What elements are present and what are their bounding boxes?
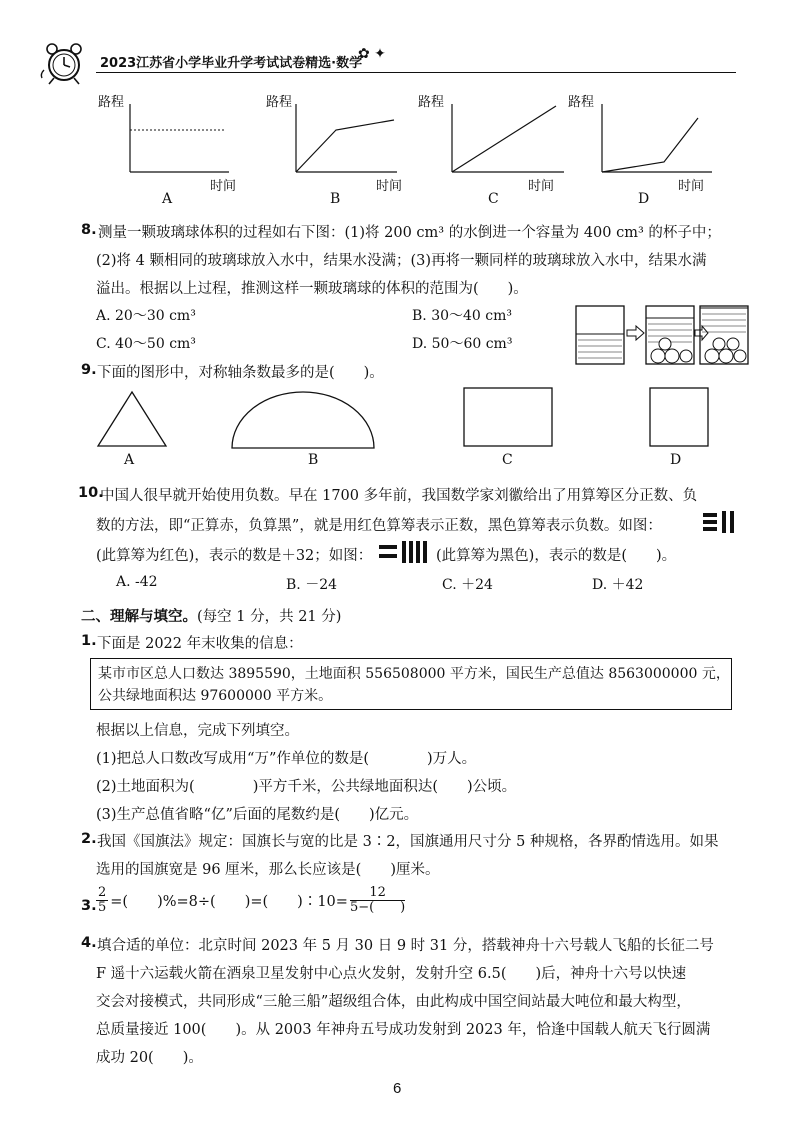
q10-option-c: C. ＋24 xyxy=(442,577,493,593)
q8-line1: 测量一颗玻璃球体积的过程如右下图：(1)将 200 cm³ 的水倒进一个容量为 400 cm³ 的杯子中； xyxy=(98,225,721,241)
graph-b-xlabel: 时间 xyxy=(376,179,403,194)
q9-square xyxy=(648,386,714,454)
counting-rods-black xyxy=(378,540,434,568)
q10-line3a: (此算筹为红色)，表示的数是＋32；如图： xyxy=(96,548,373,564)
graph-d-label: D xyxy=(638,191,650,207)
s2q2-number: 2. xyxy=(81,831,97,847)
q8-option-a: A. 20～30 cm³ xyxy=(96,308,196,324)
q9-triangle xyxy=(94,388,170,454)
alarm-clock-icon xyxy=(38,40,90,90)
q9-label-a: A xyxy=(124,452,135,468)
star-decoration-icon: ✿ ✦ xyxy=(358,46,386,62)
s2q1-number: 1. xyxy=(81,633,97,649)
section2-heading xyxy=(81,605,341,626)
q9-label-b: B xyxy=(308,452,319,468)
s2q3-number: 3. xyxy=(81,898,97,914)
q8-option-d: D. 50～60 cm³ xyxy=(412,336,513,352)
q8-option-b: B. 30～40 cm³ xyxy=(412,308,512,324)
s2q3-frac1-den: 5 xyxy=(98,899,107,915)
s2q1-item3: (3)生产总值省略“亿”后面的尾数约是( )亿元。 xyxy=(96,807,419,823)
s2q3-frac2-den: 5−( ) xyxy=(349,899,406,915)
counting-rods-red xyxy=(702,510,742,538)
q10-line3b: (此算筹为黑色)，表示的数是( )。 xyxy=(436,548,677,564)
q9-text: 下面的图形中，对称轴条数最多的是( )。 xyxy=(97,365,384,381)
graph-d-xlabel: 时间 xyxy=(678,179,705,194)
s2q4-number: 4. xyxy=(81,935,97,951)
s2q4-line1: 填合适的单位：北京时间 2023 年 5 月 30 日 9 时 31 分，搭载神舟十六号载人飞船的长征二号 xyxy=(97,938,714,954)
q9-label-d: D xyxy=(670,452,682,468)
s2q3-middle: =( )%=8÷( )=( )∶10= xyxy=(110,893,348,910)
q10-line1: 中国人很早就开始使用负数。早在 1700 多年前，我国数学家刘徽给出了用算筹区分正数、负 xyxy=(100,488,698,504)
q8-number: 8. xyxy=(81,222,97,238)
s2q1-box-line2: 公共绿地面积达 97600000 平方米。 xyxy=(98,688,333,704)
page-number: 6 xyxy=(393,1080,402,1097)
q9-number: 9. xyxy=(81,362,97,378)
s2q4-line3: 交会对接模式，共同形成“三舱三船”超级组合体，由此构成中国空间站最大吨位和最大构型， xyxy=(96,994,691,1010)
graph-b-label: B xyxy=(330,191,341,207)
graph-a-ylabel: 路程 xyxy=(98,95,125,110)
q8-beaker-diagram xyxy=(574,300,750,372)
section2-title: 二、理解与填空。 xyxy=(81,609,197,625)
header-title: 2023江苏省小学毕业升学考试试卷精选·数学 xyxy=(100,56,363,71)
s2q3-expression xyxy=(96,886,405,914)
s2q4-line2: F 遥十六运载火箭在酒泉卫星发射中心点火发射，发射升空 6.5( )后，神舟十六号以快速 xyxy=(96,966,687,982)
graph-a-xlabel: 时间 xyxy=(210,179,237,194)
graph-a-label: A xyxy=(162,191,173,207)
s2q1-box-line1: 某市市区总人口数达 3895590，土地面积 556508000 平方米，国民生产总值达 8563000000 元， xyxy=(98,666,730,682)
s2q3-fraction-1 xyxy=(96,886,108,914)
s2q1-text: 下面是 2022 年末收集的信息： xyxy=(97,636,303,652)
graph-b-ylabel: 路程 xyxy=(266,95,293,110)
s2q3-fraction-2 xyxy=(350,886,405,914)
q8-line2: (2)将 4 颗相同的玻璃球放入水中，结果水没满；(3)再将一颗同样的玻璃球放入水中，结果水满 xyxy=(96,253,707,269)
q9-rectangle xyxy=(462,386,556,454)
q10-option-d: D. ＋42 xyxy=(592,577,644,593)
q8-line3: 溢出。根据以上过程，推测这样一颗玻璃球的体积的范围为( )。 xyxy=(96,281,528,297)
s2q1-item1: (1)把总人口数改写成用“万”作单位的数是( )万人。 xyxy=(96,751,477,767)
s2q3-frac2-num: 12 xyxy=(350,886,405,901)
s2q1-after: 根据以上信息，完成下列填空。 xyxy=(96,723,299,739)
s2q4-line5: 成功 20( )。 xyxy=(96,1050,203,1066)
header-rule xyxy=(96,72,736,73)
s2q1-item2: (2)土地面积为( )平方千米，公共绿地面积达( )公顷。 xyxy=(96,779,517,795)
s2q4-line4: 总质量接近 100( )。从 2003 年神舟五号成功发射到 2023 年，恰逢中国载人航天飞行圆满 xyxy=(96,1022,711,1038)
section2-note: (每空 1 分，共 21 分) xyxy=(197,609,342,625)
s2q3-frac1-num: 2 xyxy=(98,885,107,900)
q10-option-b: B. －24 xyxy=(286,577,338,593)
graph-c-label: C xyxy=(488,191,499,207)
q8-option-c: C. 40～50 cm³ xyxy=(96,336,196,352)
graph-c-ylabel: 路程 xyxy=(418,95,445,110)
q10-line2: 数的方法，即“正算赤，负算黑”，就是用红色算筹表示正数，黑色算筹表示负数。如图： xyxy=(96,518,662,534)
s2q2-line2: 选用的国旗宽是 96 厘米，那么长应该是( )厘米。 xyxy=(96,862,440,878)
q9-label-c: C xyxy=(502,452,513,468)
s2q2-line1: 我国《国旗法》规定：国旗长与宽的比是 3∶2，国旗通用尺寸分 5 种规格，各界酌情选用。如果 xyxy=(97,834,719,850)
q10-number: 10. xyxy=(78,485,104,501)
q10-option-a: A. -42 xyxy=(116,574,158,590)
graph-d-ylabel: 路程 xyxy=(568,95,595,110)
graph-c-xlabel: 时间 xyxy=(528,179,555,194)
q9-semicircle xyxy=(228,388,378,456)
